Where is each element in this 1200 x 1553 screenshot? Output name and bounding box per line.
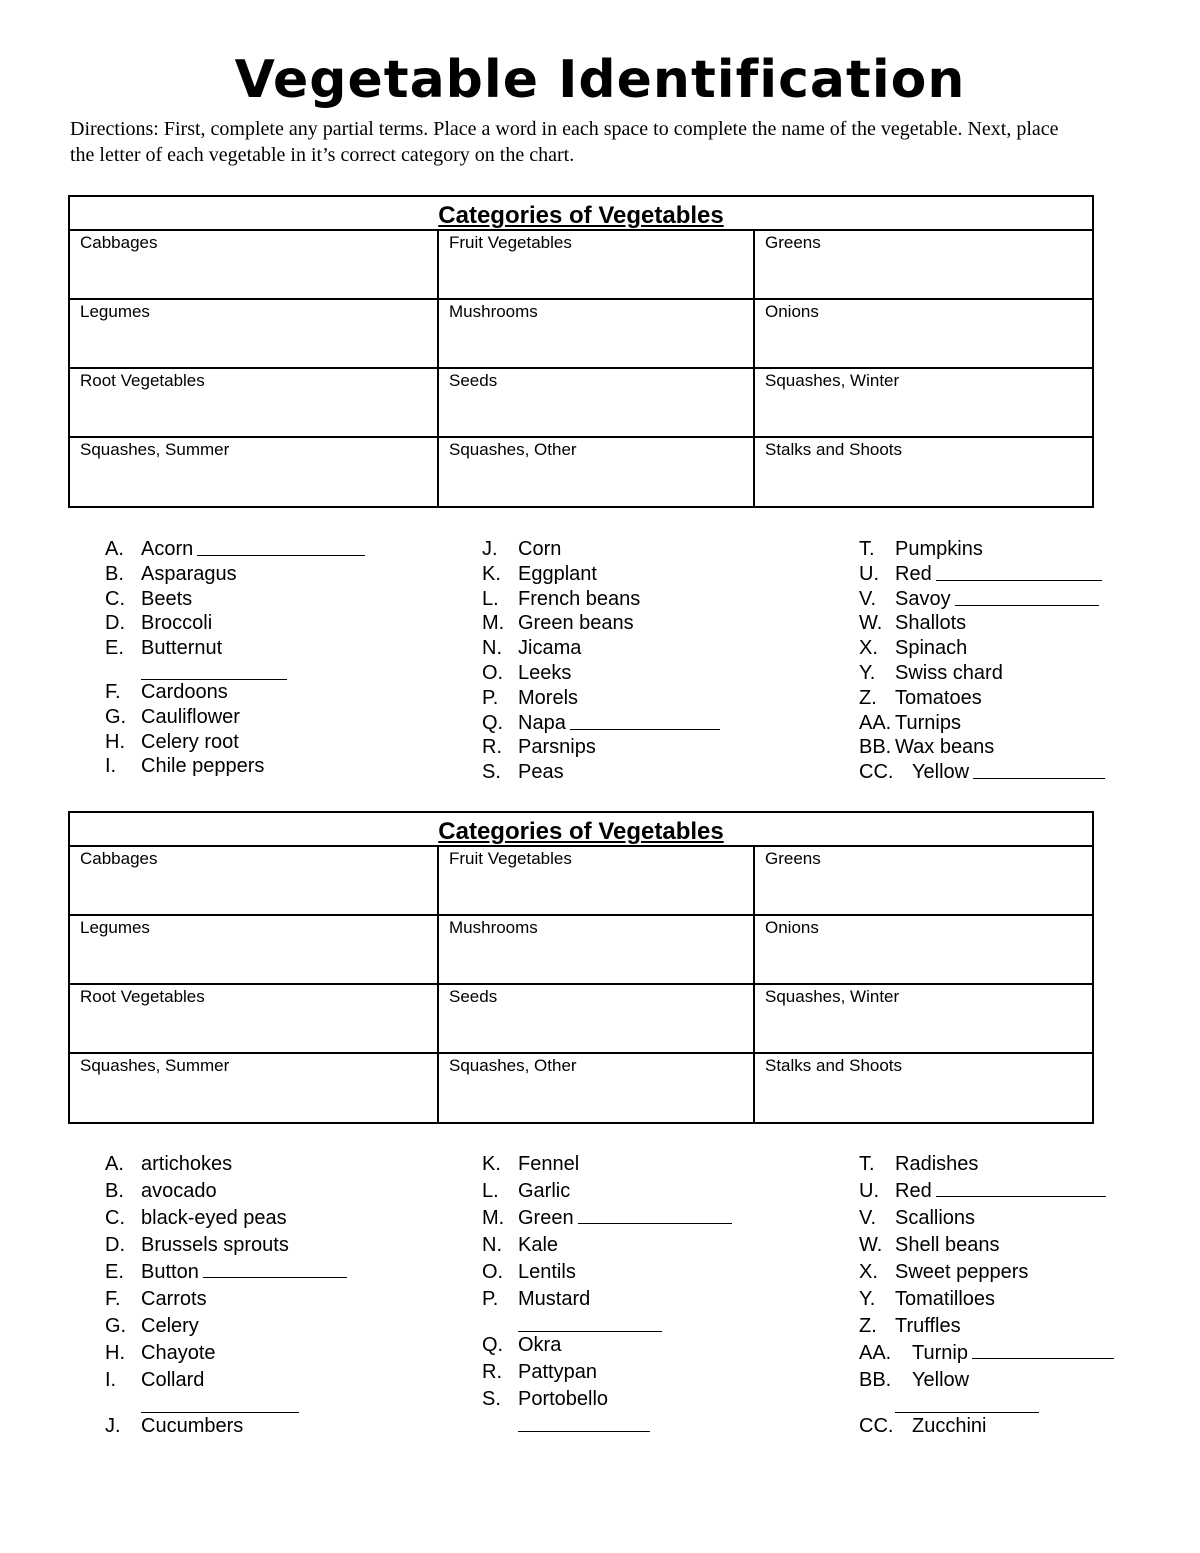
list-item: B. avocado xyxy=(105,1180,217,1202)
answer-blank[interactable] xyxy=(518,1413,650,1432)
chart-row xyxy=(70,438,1092,506)
list-item: AA. Turnip xyxy=(859,1340,1114,1367)
categories-chart-1 xyxy=(68,195,1094,508)
answer-blank[interactable] xyxy=(973,760,1105,779)
list-item: E. Butternut xyxy=(105,637,223,660)
vegetable-list-1-col-2 xyxy=(482,537,720,785)
category-cell: Squashes, Summer xyxy=(70,1054,439,1122)
list-item: CC. Yellow xyxy=(859,760,1105,785)
list-item: X. Sweet peppers xyxy=(859,1261,1029,1283)
chart-title: Categories of Vegetables xyxy=(70,197,1092,231)
list-item: Y. Swiss chard xyxy=(859,661,1003,684)
answer-blank[interactable] xyxy=(141,661,287,680)
category-cell: Root Vegetables xyxy=(70,985,439,1052)
list-item: L. Garlic xyxy=(482,1180,571,1202)
vegetable-list-1-col-1 xyxy=(105,537,365,779)
answer-blank-row xyxy=(859,1394,1114,1413)
list-item: CC. Zucchini xyxy=(859,1415,987,1437)
category-cell: Squashes, Other xyxy=(439,1054,755,1122)
category-cell: Root Vegetables xyxy=(70,369,439,436)
category-cell: Legumes xyxy=(70,916,439,983)
category-cell: Squashes, Winter xyxy=(765,987,900,1006)
category-cell: Fruit Vegetables xyxy=(439,231,755,298)
list-item: Z. Tomatoes xyxy=(859,686,982,709)
list-item: K. Fennel xyxy=(482,1153,580,1175)
category-cell: Squashes, Summer xyxy=(70,438,439,506)
list-item: L. French beans xyxy=(482,587,641,610)
vegetable-list-1-col-3 xyxy=(859,537,1105,785)
category-cell: Squashes, Winter xyxy=(765,371,900,390)
list-item: R. Parsnips xyxy=(482,736,596,759)
category-cell: Greens xyxy=(765,849,821,868)
answer-blank-row xyxy=(482,1313,732,1332)
answer-blank[interactable] xyxy=(972,1340,1114,1359)
answer-blank[interactable] xyxy=(141,1394,299,1413)
page-title: Vegetable Identification xyxy=(234,50,966,110)
category-cell: Stalks and Shoots xyxy=(765,440,903,459)
list-item: B. Asparagus xyxy=(105,562,237,585)
answer-blank[interactable] xyxy=(570,711,720,730)
list-item: S. Peas xyxy=(482,761,564,784)
answer-blank[interactable] xyxy=(936,562,1102,581)
chart-row xyxy=(70,369,1092,438)
categories-chart-2 xyxy=(68,811,1094,1124)
list-item: J. Cucumbers xyxy=(105,1415,244,1437)
list-item: BB. Yellow xyxy=(859,1369,970,1391)
list-item: T. Pumpkins xyxy=(859,538,983,560)
list-item: V. Savoy xyxy=(859,587,1105,612)
directions-text: Directions: First, complete any partial terms. Place a word in each space to complete the name of the vegetable. Next, place the letter of each vegetable in it’s correct category on the chart. xyxy=(70,118,1059,166)
answer-blank-row xyxy=(482,1413,732,1432)
category-cell: Mushrooms xyxy=(439,300,755,367)
list-item: Q. Napa xyxy=(482,711,720,736)
list-item: I. Chile peppers xyxy=(105,755,265,778)
list-item: I. Collard xyxy=(105,1369,205,1391)
list-item: O. Leeks xyxy=(482,661,572,684)
list-item: D. Brussels sprouts xyxy=(105,1234,289,1256)
list-item: Y. Tomatilloes xyxy=(859,1288,996,1310)
chart-row xyxy=(70,300,1092,369)
chart-row xyxy=(70,916,1092,985)
answer-blank[interactable] xyxy=(518,1313,662,1332)
list-item: A. Acorn xyxy=(105,537,365,562)
list-item: T. Radishes xyxy=(859,1153,979,1175)
list-item: D. Broccoli xyxy=(105,612,213,635)
category-cell: Cabbages xyxy=(70,231,439,298)
answer-blank[interactable] xyxy=(955,587,1099,606)
list-item: U. Red xyxy=(859,1178,1114,1205)
list-item: AA. Turnips xyxy=(859,711,961,734)
list-item: BB. Wax beans xyxy=(859,736,995,759)
vegetable-list-2-col-1 xyxy=(105,1151,347,1440)
list-item: A. artichokes xyxy=(105,1153,233,1175)
chart-row xyxy=(70,1054,1092,1122)
list-item: U. Red xyxy=(859,562,1105,587)
list-item: M. Green xyxy=(482,1205,732,1232)
list-item: S. Portobello xyxy=(482,1388,609,1410)
category-cell: Greens xyxy=(765,233,821,252)
list-item: Q. Okra xyxy=(482,1334,562,1356)
answer-blank[interactable] xyxy=(203,1259,347,1278)
category-cell: Onions xyxy=(765,918,819,937)
list-item: G. Celery xyxy=(105,1315,199,1337)
list-item: X. Spinach xyxy=(859,637,968,660)
list-item: M. Green beans xyxy=(482,612,634,635)
answer-blank[interactable] xyxy=(197,537,365,556)
answer-blank[interactable] xyxy=(578,1205,732,1224)
category-cell: Squashes, Other xyxy=(439,438,755,506)
chart-title: Categories of Vegetables xyxy=(70,813,1092,847)
category-cell: Stalks and Shoots xyxy=(765,1056,903,1075)
list-item: R. Pattypan xyxy=(482,1361,597,1383)
list-item: H. Chayote xyxy=(105,1342,216,1364)
list-item: H. Celery root xyxy=(105,730,239,753)
category-cell: Mushrooms xyxy=(439,916,755,983)
category-cell: Cabbages xyxy=(70,847,439,914)
list-item: O. Lentils xyxy=(482,1261,576,1283)
chart-row xyxy=(70,231,1092,300)
category-cell: Onions xyxy=(765,302,819,321)
chart-row xyxy=(70,847,1092,916)
list-item: E. Button xyxy=(105,1259,347,1286)
category-cell: Seeds xyxy=(439,985,755,1052)
list-item: C. black-eyed peas xyxy=(105,1207,287,1229)
category-cell: Legumes xyxy=(70,300,439,367)
category-cell: Seeds xyxy=(439,369,755,436)
list-item: C. Beets xyxy=(105,587,193,610)
list-item: N. Jicama xyxy=(482,637,582,660)
answer-blank-row xyxy=(105,1394,347,1413)
list-item: W. Shallots xyxy=(859,612,967,635)
category-cell: Fruit Vegetables xyxy=(439,847,755,914)
list-item: G. Cauliflower xyxy=(105,705,240,728)
list-item: F. Cardoons xyxy=(105,680,228,703)
list-item: K. Eggplant xyxy=(482,562,597,585)
list-item: W. Shell beans xyxy=(859,1234,1000,1256)
list-item: J. Corn xyxy=(482,538,562,560)
list-item: V. Scallions xyxy=(859,1207,976,1229)
answer-blank[interactable] xyxy=(936,1178,1106,1197)
answer-blank-row xyxy=(105,661,365,680)
list-item: Z. Truffles xyxy=(859,1315,961,1337)
list-item: P. Morels xyxy=(482,686,579,709)
vegetable-list-2-col-2 xyxy=(482,1151,732,1432)
list-item: P. Mustard xyxy=(482,1288,591,1310)
list-item: N. Kale xyxy=(482,1234,559,1256)
list-item: F. Carrots xyxy=(105,1288,207,1310)
vegetable-list-2-col-3 xyxy=(859,1151,1114,1440)
answer-blank[interactable] xyxy=(895,1394,1039,1413)
chart-row xyxy=(70,985,1092,1054)
